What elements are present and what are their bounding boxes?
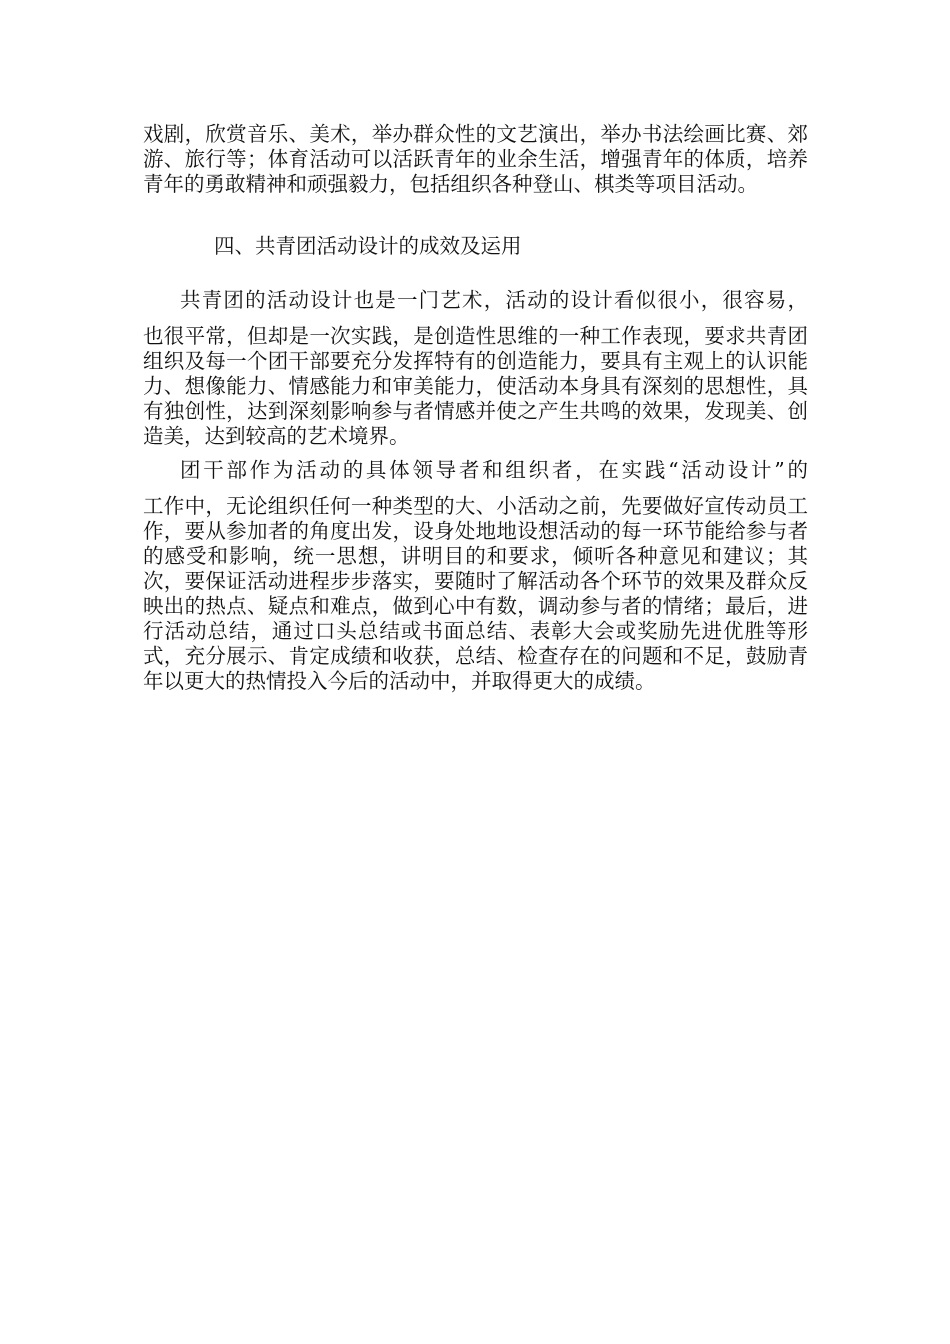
paragraph-design-art-first-line: 共青团的活动设计也是一门艺术，活动的设计看似很小，很容易，	[180, 288, 808, 312]
paragraph-activities-continued: 戏剧，欣赏音乐、美术，举办群众性的文艺演出，举办书法绘画比赛、郊游、旅行等；体育活动可以活跃青年的业余生活，增强青年的体质，培养青年的勇敢精神和顽强毅力，包括组织各种登山、棋类等项目活动。	[143, 122, 808, 196]
paragraph-cadre-role-first-line: 团干部作为活动的具体领导者和组织者，在实践“活动设计”的	[180, 458, 808, 482]
section-heading: 四、共青团活动设计的成效及运用	[214, 234, 522, 258]
paragraph-design-art: 也很平常，但却是一次实践，是创造性思维的一种工作表现，要求共青团组织及每一个团干部要充分发挥特有的创造能力，要具有主观上的认识能力、想像能力、情感能力和审美能力，使活动本身具有深刻的思想性，具有独创性，达到深刻影响参与者情感并使之产生共鸣的效果，发现美、创造美，达到较高的艺术境界。	[143, 324, 808, 448]
paragraph-cadre-role: 工作中，无论组织任何一种类型的大、小活动之前，先要做好宣传动员工作，要从参加者的角度出发，设身处地地设想活动的每一环节能给参与者的感受和影响，统一思想，讲明目的和要求，倾听各种意见和建议；其次，要保证活动进程步步落实，要随时了解活动各个环节的效果及群众反映出的热点、疑点和难点，做到心中有数，调动参与者的情绪；最后，进行活动总结，通过口头总结或书面总结、表彰大会或奖励先进优胜等形式，充分展示、肯定成绩和收获，总结、检查存在的问题和不足，鼓励青年以更大的热情投入今后的活动中，并取得更大的成绩。	[143, 494, 808, 693]
